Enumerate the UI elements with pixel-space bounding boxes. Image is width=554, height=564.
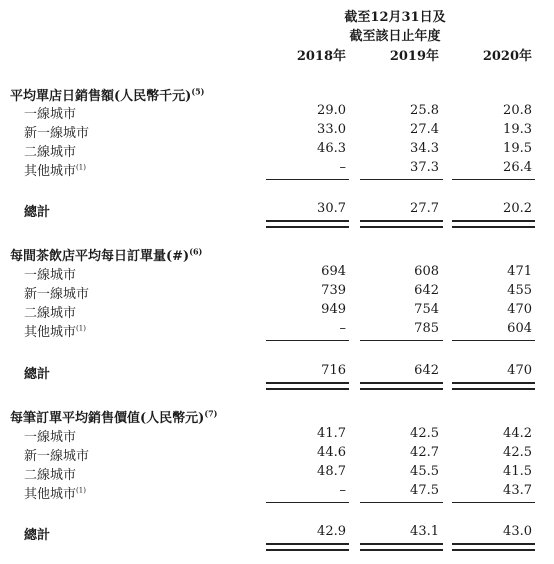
cell-value: 642 <box>414 283 439 298</box>
total-value: 716 <box>321 363 346 378</box>
total-value: 43.0 <box>503 524 532 539</box>
year-2019-header: 2019年 <box>389 49 439 64</box>
cell-value: 29.0 <box>317 103 346 118</box>
cell-value: 42.7 <box>410 445 439 460</box>
header-period-line1: 截至12月31日及 <box>344 10 446 25</box>
footnote-marker: (1) <box>76 163 86 172</box>
section-title-avg-order-value: 每筆訂單平均銷售價值(人民幣元)$^{(7)}$ <box>10 408 218 426</box>
cell-value: 33.0 <box>317 122 346 137</box>
cell-value: 46.3 <box>317 141 346 156</box>
row-label-other-cities: 其他城市$^{(1)}$ <box>24 486 86 502</box>
row-label-new-tier1: 新一線城市 <box>24 449 90 464</box>
cell-value: 44.6 <box>317 445 346 460</box>
year-2020-header: 2020年 <box>482 49 532 64</box>
cell-value: 42.5 <box>503 445 532 460</box>
total-value: 642 <box>414 363 439 378</box>
subtotal-rule <box>360 502 443 503</box>
cell-value: 785 <box>414 321 439 336</box>
cell-value: 25.8 <box>410 103 439 118</box>
total-value: 20.2 <box>503 201 532 216</box>
cell-value: 47.5 <box>410 483 439 498</box>
cell-value: 43.7 <box>503 483 532 498</box>
cell-value: 19.3 <box>503 122 532 137</box>
cell-value: 41.7 <box>317 426 346 441</box>
subtotal-rule <box>266 179 349 180</box>
subtotal-rule <box>452 340 535 341</box>
header-period-line2: 截至該日止年度 <box>349 29 441 44</box>
cell-value: – <box>339 160 346 175</box>
cell-value: 44.2 <box>503 426 532 441</box>
total-value: 43.1 <box>410 524 439 539</box>
cell-value: – <box>339 483 346 498</box>
total-double-rule <box>360 382 443 390</box>
row-label-tier1: 一線城市 <box>24 107 77 122</box>
subtotal-rule <box>452 502 535 503</box>
total-double-rule <box>360 220 443 228</box>
total-double-rule <box>452 382 535 390</box>
row-label-new-tier1: 新一線城市 <box>24 126 90 141</box>
row-label-total: 總計 <box>24 205 51 220</box>
row-label-tier2: 二線城市 <box>24 468 77 483</box>
year-2018-header: 2018年 <box>296 49 346 64</box>
row-label-tier2: 二線城市 <box>24 306 77 321</box>
total-value: 470 <box>507 363 532 378</box>
total-value: 30.7 <box>317 201 346 216</box>
cell-value: 48.7 <box>317 464 346 479</box>
subtotal-rule <box>266 502 349 503</box>
total-value: 42.9 <box>317 524 346 539</box>
cell-value: – <box>339 321 346 336</box>
row-label-other-cities: 其他城市$^{(1)}$ <box>24 163 86 179</box>
footnote-marker: (1) <box>76 324 86 333</box>
subtotal-rule <box>452 179 535 180</box>
total-double-rule <box>266 543 349 551</box>
cell-value: 471 <box>507 264 532 279</box>
cell-value: 739 <box>321 283 346 298</box>
row-label-new-tier1: 新一線城市 <box>24 287 90 302</box>
cell-value: 45.5 <box>410 464 439 479</box>
cell-value: 37.3 <box>410 160 439 175</box>
subtotal-rule <box>360 340 443 341</box>
cell-value: 754 <box>414 302 439 317</box>
row-label-tier1: 一線城市 <box>24 268 77 283</box>
footnote-marker: (1) <box>76 486 86 495</box>
cell-value: 42.5 <box>410 426 439 441</box>
cell-value: 608 <box>414 264 439 279</box>
footnote-marker: (7) <box>204 408 218 419</box>
cell-value: 470 <box>507 302 532 317</box>
cell-value: 20.8 <box>503 103 532 118</box>
total-double-rule <box>452 220 535 228</box>
total-double-rule <box>452 543 535 551</box>
footnote-marker: (5) <box>191 86 205 97</box>
section-title-avg-daily-orders: 每間茶飲店平均每日訂單量(#)$^{(6)}$ <box>10 246 203 264</box>
section-title-avg-daily-sales: 平均單店日銷售額(人民幣千元)$^{(5)}$ <box>10 86 205 104</box>
subtotal-rule <box>266 340 349 341</box>
total-double-rule <box>360 543 443 551</box>
row-label-tier1: 一線城市 <box>24 430 77 445</box>
total-double-rule <box>266 220 349 228</box>
cell-value: 41.5 <box>503 464 532 479</box>
row-label-other-cities: 其他城市$^{(1)}$ <box>24 324 86 340</box>
cell-value: 26.4 <box>503 160 532 175</box>
cell-value: 604 <box>507 321 532 336</box>
cell-value: 694 <box>321 264 346 279</box>
cell-value: 949 <box>321 302 346 317</box>
cell-value: 34.3 <box>410 141 439 156</box>
cell-value: 19.5 <box>503 141 532 156</box>
row-label-total: 總計 <box>24 367 51 382</box>
cell-value: 455 <box>507 283 532 298</box>
footnote-marker: (6) <box>189 246 203 257</box>
total-double-rule <box>266 382 349 390</box>
cell-value: 27.4 <box>410 122 439 137</box>
row-label-total: 總計 <box>24 528 51 543</box>
subtotal-rule <box>360 179 443 180</box>
total-value: 27.7 <box>410 201 439 216</box>
row-label-tier2: 二線城市 <box>24 145 77 160</box>
